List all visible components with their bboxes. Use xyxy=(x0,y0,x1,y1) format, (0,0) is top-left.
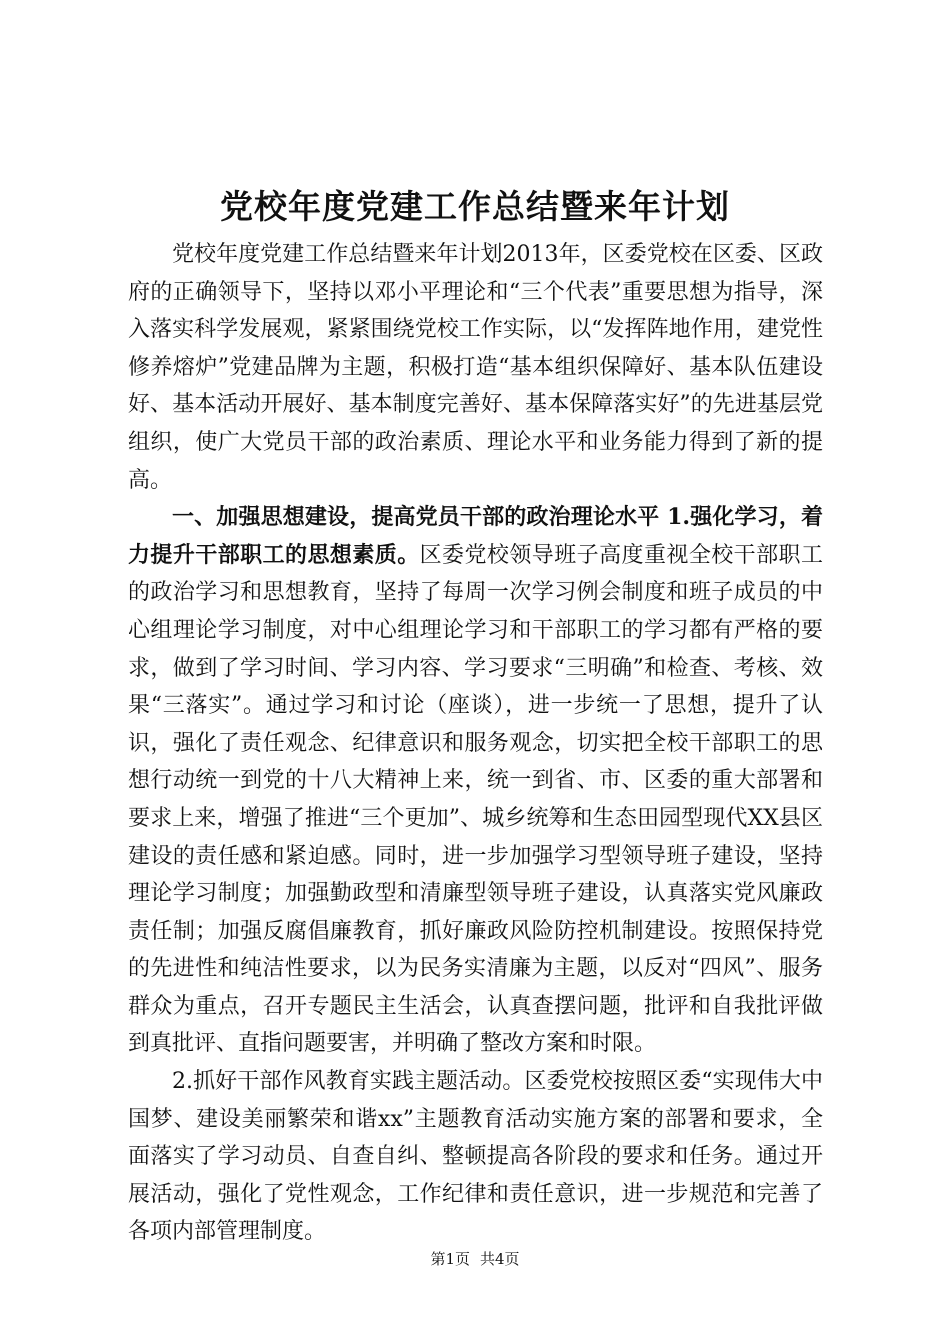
section-one-text: 区委党校领导班子高度重视全校干部职工的政治学习和思想教育，坚持了每周一次学习例会制度和班子成员的中心组理论学习制度，对中心组理论学习和干部职工的学习都有严格的要求，做到了学习时间、学习内容、学习要求“三明确”和检查、考核、效果“三落实”。通过学习和讨论（座谈），进一步统一了思想，提升了认识，强化了责任观念、纪律意识和服务观念，切实把全校干部职工的思想行动统一到党的十八大精神上来，统一到省、市、区委的重大部署和要求上来，增强了推进“三个更加”、城乡统筹和生态田园型现代XX县区建设的责任感和紧迫感。同时，进一步加强学习型领导班子建设，坚持理论学习制度；加强勤政型和清廉型领导班子建设，认真落实党风廉政责任制；加强反腐倡廉教育，抓好廉政风险防控机制建设。按照保持党的先进性和纯洁性要求，以为民务实清廉为主题，以反对“四风”、服务群众为重点，召开专题民主生活会，认真查摆问题，批评和自我批评做到真批评、直指问题要害，并明确了整改方案和时限。 xyxy=(128,542,823,1057)
item-two-text: 2.抓好干部作风教育实践主题活动。区委党校按照区委“实现伟大中国梦、建设美丽繁荣和谐xx”主题教育活动实施方案的部署和要求，全面落实了学习动员、自查自纠、整顿提高各阶段的要求和任务。通过开展活动，强化了党性观念，工作纪律和责任意识，进一步规范和完善了各项内部管理制度。 xyxy=(128,1069,823,1245)
page-footer xyxy=(0,1249,950,1269)
page-number-total: 共4页 xyxy=(480,1250,520,1268)
document-body xyxy=(128,236,823,1251)
page-number-current: 第1页 xyxy=(430,1250,470,1268)
paragraph-intro-text: 党校年度党建工作总结暨来年计划2013年，区委党校在区委、区政府的正确领导下，坚持以邓小平理论和“三个代表”重要思想为指导，深入落实科学发展观，紧紧围绕党校工作实际，以“发挥阵地作用，建党性修养熔炉”党建品牌为主题，积极打造“基本组织保障好、基本队伍建设好、基本活动开展好、基本制度完善好、基本保障落实好”的先进基层党组织，使广大党员干部的政治素质、理论水平和业务能力得到了新的提高。 xyxy=(128,242,823,493)
document-title: 党校年度党建工作总结暨来年计划 xyxy=(220,187,730,226)
paragraph-item-two xyxy=(128,1063,823,1251)
paragraph-intro xyxy=(128,236,823,499)
paragraph-section-one xyxy=(128,499,823,1063)
section-one-heading: 一、加强思想建设，提高党员干部的政治理论水平 1.强化学习，着力提升干部职工的思想素质。 xyxy=(128,504,823,568)
